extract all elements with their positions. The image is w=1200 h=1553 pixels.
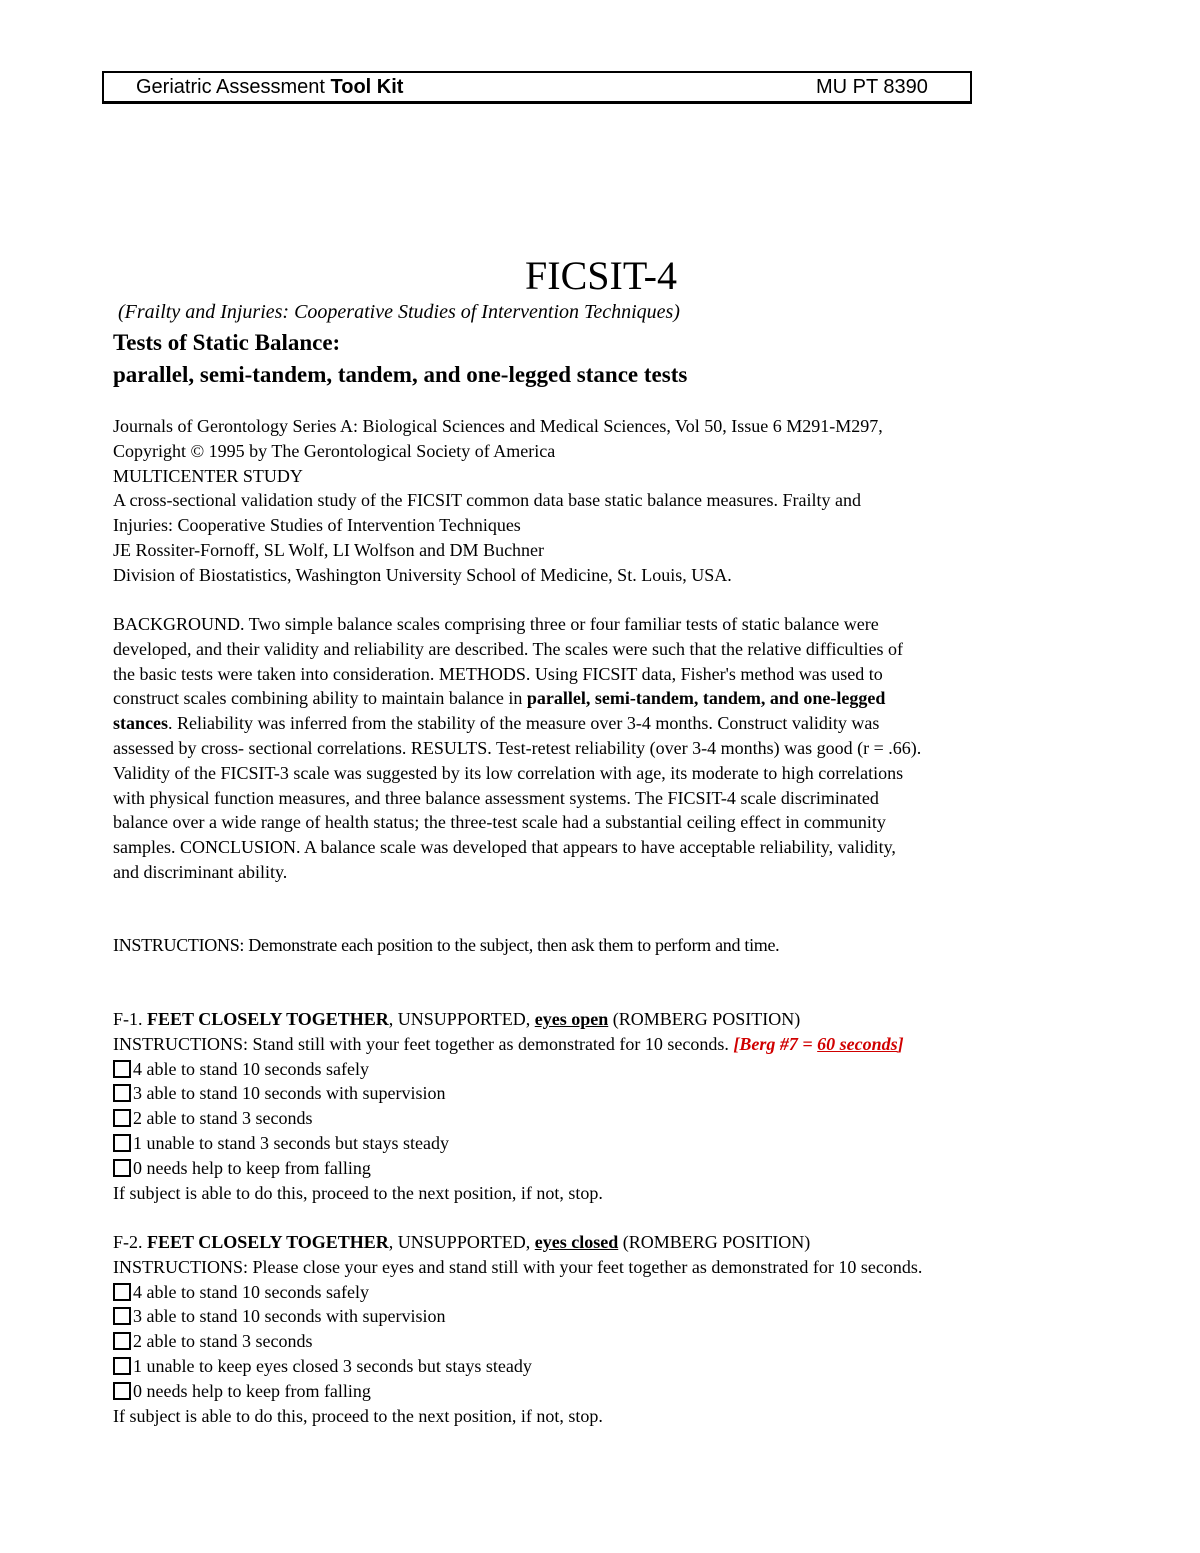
f1-option-0: 0 needs help to keep from falling [113, 1156, 1103, 1181]
f2-title: F-2. FEET CLOSELY TOGETHER, UNSUPPORTED, eyes closed (ROMBERG POSITION) [113, 1232, 811, 1252]
abstract-line: with physical function measures, and three balance assessment systems. The FICSIT-4 scale discriminated [113, 787, 879, 808]
citation-line: Injuries: Cooperative Studies of Intervention Techniques [113, 515, 521, 536]
checkbox[interactable] [113, 1084, 131, 1102]
checkbox[interactable] [113, 1332, 131, 1350]
header-course: MU PT 8390 [816, 76, 928, 98]
f1-option-1: 1 unable to stand 3 seconds but stays steady [113, 1131, 1103, 1156]
f2-option-2: 2 able to stand 3 seconds [113, 1329, 1103, 1354]
header-kit-name: Geriatric Assessment [136, 76, 331, 98]
page-title: FICSIT-4 [525, 253, 677, 298]
f2-option-4: 4 able to stand 10 seconds safely [113, 1280, 1103, 1305]
checkbox[interactable] [113, 1134, 131, 1152]
abstract-line: balance over a wide range of health status; the three-test scale had a substantial ceiling effect in community [113, 812, 886, 833]
test-f1 [113, 1007, 1103, 1205]
abstract-line: the basic tests were taken into consideration. METHODS. Using FICSIT data, Fisher's method was used to [113, 663, 883, 684]
abstract-block [113, 612, 1103, 885]
checkbox[interactable] [113, 1357, 131, 1375]
general-instructions: INSTRUCTIONS: Demonstrate each position to the subject, then ask them to perform and time. [113, 935, 780, 955]
section-heading: Tests of Static Balance: [113, 330, 341, 355]
checkbox[interactable] [113, 1060, 131, 1078]
citation-line: MULTICENTER STUDY [113, 465, 303, 486]
f2-option-0: 0 needs help to keep from falling [113, 1379, 1103, 1404]
abstract-line: BACKGROUND. Two simple balance scales comprising three or four familiar tests of static balance were [113, 614, 879, 634]
checkbox[interactable] [113, 1159, 131, 1177]
citation-line: Copyright © 1995 by The Gerontological Society of America [113, 440, 556, 461]
citation-line: JE Rossiter-Fornoff, SL Wolf, LI Wolfson and DM Buchner [113, 539, 545, 560]
f1-option-2: 2 able to stand 3 seconds [113, 1106, 1103, 1131]
berg-reference: [Berg #7 = 60 seconds] [733, 1033, 904, 1054]
abstract-line: samples. CONCLUSION. A balance scale was developed that appears to have acceptable reliability, validity, [113, 837, 896, 858]
abstract-line: and discriminant ability. [113, 861, 288, 882]
f1-title: F-1. FEET CLOSELY TOGETHER, UNSUPPORTED, eyes open (ROMBERG POSITION) [113, 1009, 801, 1029]
f2-instructions: INSTRUCTIONS: Please close your eyes and stand still with your feet together as demonstrated for 10 seconds. [113, 1256, 923, 1277]
abstract-line: Validity of the FICSIT-3 scale was suggested by its low correlation with age, its moderate to high correlations [113, 762, 904, 783]
f2-option-3: 3 able to stand 10 seconds with supervision [113, 1304, 1103, 1329]
citation-line: A cross-sectional validation study of the FICSIT common data base static balance measures. Frailty and [113, 490, 861, 511]
abstract-line: developed, and their validity and reliability are described. The scales were such that the relative difficulties of [113, 638, 904, 659]
abstract-line: assessed by cross- sectional correlations. RESULTS. Test-retest reliability (over 3-4 months) was good (r = .66). [113, 737, 922, 758]
f1-footer: If subject is able to do this, proceed to the next position, if not, stop. [113, 1182, 603, 1203]
header-kit-bold: Tool Kit [330, 76, 404, 98]
abstract-line: stances. Reliability was inferred from the stability of the measure over 3-4 months. Construct validity was [113, 713, 880, 734]
citation-block [113, 414, 1103, 588]
f2-option-1: 1 unable to keep eyes closed 3 seconds but stays steady [113, 1354, 1103, 1379]
citation-line: Division of Biostatistics, Washington University School of Medicine, St. Louis, USA. [113, 564, 732, 585]
checkbox[interactable] [113, 1307, 131, 1325]
checkbox[interactable] [113, 1382, 131, 1400]
f1-option-4: 4 able to stand 10 seconds safely [113, 1057, 1103, 1082]
page-header [102, 71, 972, 104]
f1-instructions: INSTRUCTIONS: Stand still with your feet together as demonstrated for 10 seconds. [Berg #7 = 60 seconds] [113, 1033, 904, 1054]
section-subheading: parallel, semi-tandem, tandem, and one-legged stance tests [113, 362, 688, 387]
page-subtitle: (Frailty and Injuries: Cooperative Studies of Intervention Techniques) [118, 301, 680, 323]
f2-footer: If subject is able to do this, proceed to the next position, if not, stop. [113, 1405, 603, 1426]
citation-line: Journals of Gerontology Series A: Biological Sciences and Medical Sciences, Vol 50, Issue 6 M291-M297, [113, 416, 883, 436]
abstract-line: construct scales combining ability to maintain balance in parallel, semi-tandem, tandem, and one-legged [113, 688, 886, 709]
checkbox[interactable] [113, 1283, 131, 1301]
header-left [136, 73, 403, 101]
f1-option-3: 3 able to stand 10 seconds with supervision [113, 1081, 1103, 1106]
checkbox[interactable] [113, 1109, 131, 1127]
test-f2 [113, 1230, 1103, 1428]
